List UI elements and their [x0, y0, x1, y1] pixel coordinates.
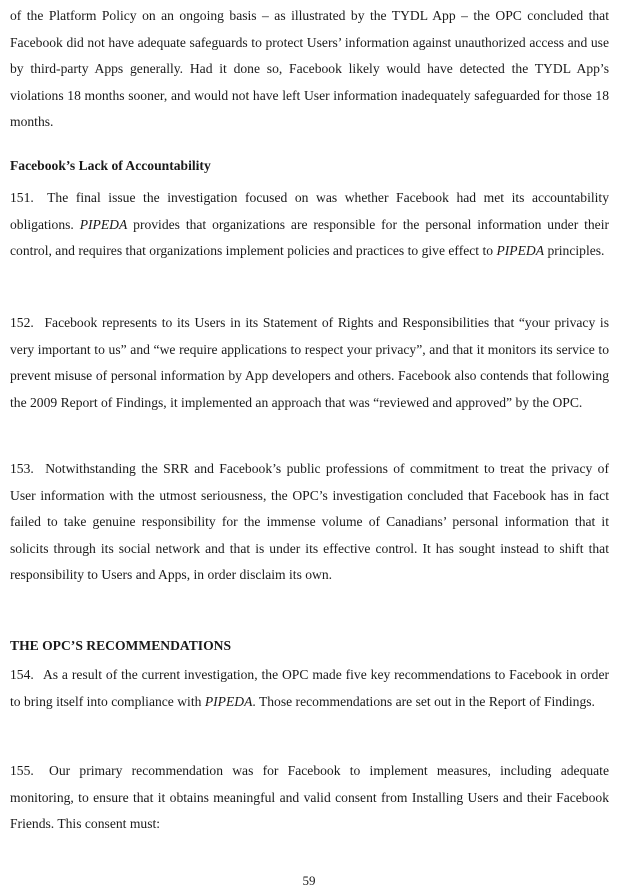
italic-term: PIPEDA: [204, 693, 253, 709]
paragraph-number: 155.: [10, 763, 34, 778]
paragraph-number: 153.: [10, 461, 34, 476]
italic-term: PIPEDA: [79, 216, 128, 232]
heading-accountability: Facebook’s Lack of Accountability: [10, 158, 211, 173]
paragraph-text: principles.: [547, 243, 605, 259]
paragraph-154: [10, 662, 609, 715]
paragraph-text: The final issue the investigation focused on was whether Facebook had met its accountability obligations.: [10, 190, 609, 232]
paragraph-number: 154.: [10, 667, 34, 682]
paragraph-152: [10, 310, 609, 416]
paragraph-text: . Those recommendations are set out in the Report of Findings.: [252, 693, 595, 709]
paragraph-text: Our primary recommendation was for Facebook to implement measures, including adequate monitoring, to ensure that it obtains meaningful and valid consent from Installing Users and their Facebook Friends. This consent must:: [10, 763, 609, 832]
paragraph-151: [10, 185, 609, 265]
italic-term: PIPEDA: [496, 243, 545, 259]
paragraph-text: Facebook represents to its Users in its Statement of Rights and Responsibilities that “your privacy is very important to us” and “we require applications to respect your privacy”, and that it monitors its service to prevent misuse of personal information by App developers and others. Facebook also contends that following the 2009 Report of Findings, it implemented an approach that was “reviewed and approved” by the OPC.: [10, 315, 609, 410]
page-number: 59: [302, 873, 316, 888]
intro-paragraph: [10, 3, 609, 136]
paragraph-text: Notwithstanding the SRR and Facebook’s public professions of commitment to treat the privacy of User information with the utmost seriousness, the OPC’s investigation concluded that Facebook has in fact failed to take genuine responsibility for the immense volume of Canadians’ personal information that it solicits through its social network and that is under its effective control. It has sought instead to shift that responsibility to Users and Apps, in order disclaim its own.: [10, 461, 609, 583]
heading-recommendations: THE OPC’S RECOMMENDATIONS: [10, 638, 232, 653]
paragraph-text: provides that organizations are responsible for the personal information under their control, and requires that organizations implement policies and practices to give effect to: [10, 216, 610, 259]
paragraph-153: [10, 456, 609, 589]
paragraph-number: 151.: [10, 190, 34, 205]
paragraph-155: [10, 758, 609, 838]
paragraph-text: As a result of the current investigation, the OPC made five key recommendations to Facebook in order to bring itself into compliance with: [10, 667, 609, 709]
intro-text: of the Platform Policy on an ongoing basis – as illustrated by the TYDL App – the OPC concluded that Facebook did not have adequate safeguards to protect Users’ information against unauthorized access and use by third-party Apps generally. Had it done so, Facebook likely would have detected the TYDL App’s violations 18 months sooner, and would not have left User information inadequately safeguarded for those 18 months.: [10, 8, 609, 130]
paragraph-number: 152.: [10, 315, 34, 330]
